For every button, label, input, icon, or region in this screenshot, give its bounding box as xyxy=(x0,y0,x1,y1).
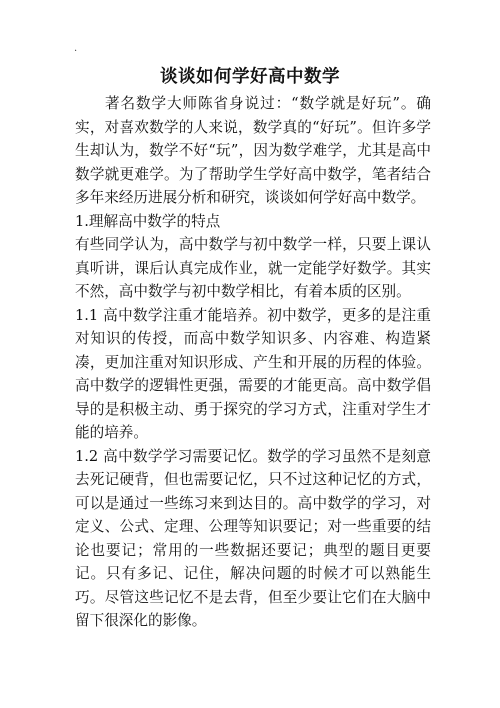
section-paragraph: 有些同学认为，高中数学与初中数学一样，只要上课认真听讲，课后认真完成作业，就一定能学好数学。其实不然，高中数学与初中数学相比，有着本质的区别。 xyxy=(75,236,431,300)
intro-paragraph: 著名数学大师陈省身说过：“数学就是好玩”。确实，对喜欢数学的人来说，数学真的“好玩”。但许多学生却认为，数学不好“玩”，因为数学难学，尤其是高中数学就更难学。为了帮助学生学好高中数学，笔者结合多年来经历进展分析和研究，谈谈如何学好高中数学。 xyxy=(75,95,431,206)
document-title: 谈谈如何学好高中数学 xyxy=(160,67,340,87)
corner-mark: . xyxy=(74,43,78,54)
document-body xyxy=(75,92,431,633)
section-heading: 1.理解高中数学的特点 xyxy=(75,212,221,230)
subsection-paragraph-1-2: 1.2 高中数学学习需要记忆。数学的学习虽然不是刻意去死记硬背，但也需要记忆，只不过这种记忆的方式，可以是通过一些练习来到达目的。高中数学的学习，对定义、公式、定理、公理等知识要记；对一些重要的结论也要记；常用的一些数据还要记；典型的题目更要记。只有多记、记住，解决问题的时候才可以熟能生巧。尽管这些记忆不是去背，但至少要让它们在大脑中留下很深化的影像。 xyxy=(75,447,431,629)
subsection-paragraph-1-1: 1.1 高中数学注重才能培养。初中数学，更多的是注重对知识的传授，而高中数学知识多、内容难、构造紧凑，更加注重对知识形成、产生和开展的历程的体验。高中数学的逻辑性更强，需要的才能更高。高中数学倡导的是积极主动、勇于探究的学习方式，注重对学生才能的培养。 xyxy=(75,306,431,441)
